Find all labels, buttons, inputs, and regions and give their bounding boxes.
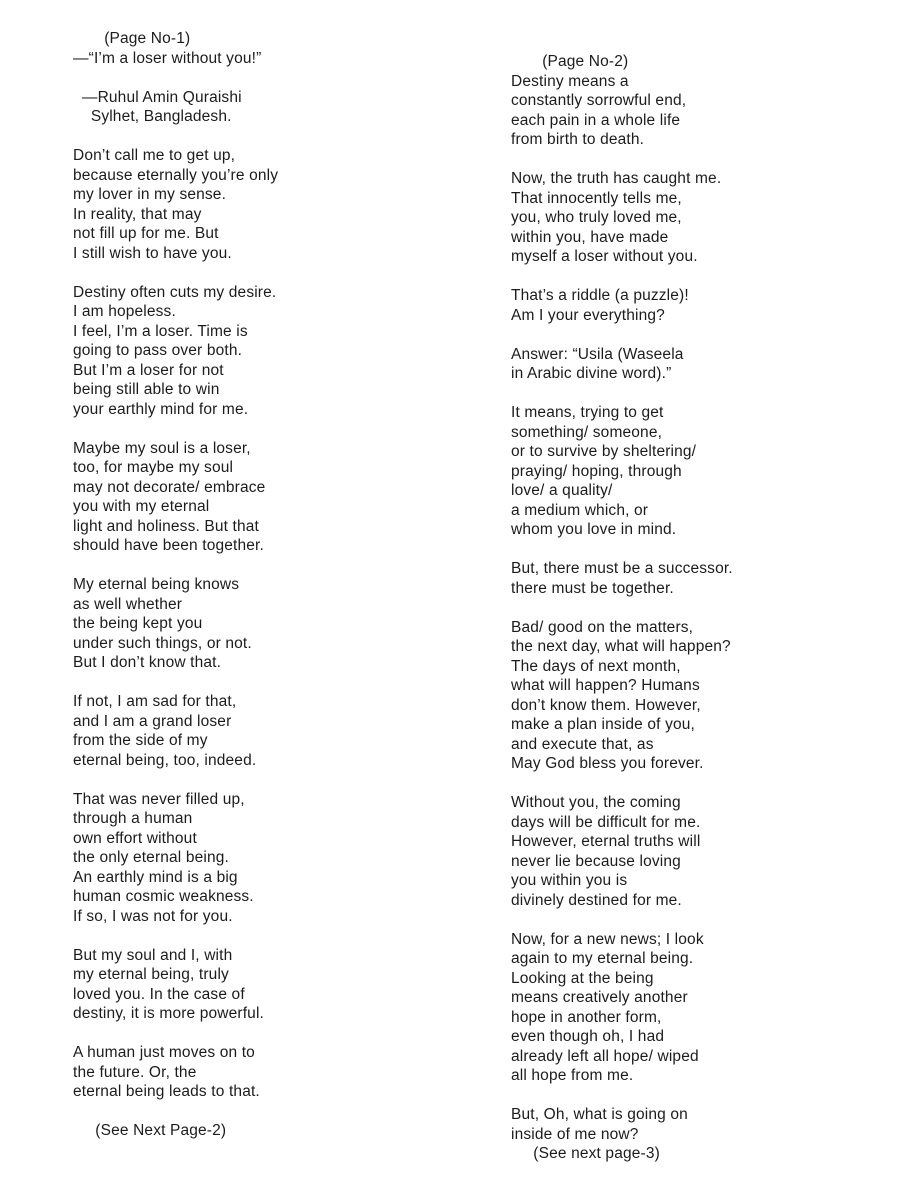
text-line: should have been together. bbox=[73, 537, 264, 554]
text-line: (See Next Page-2) bbox=[73, 1122, 227, 1139]
text-line: But I don’t know that. bbox=[73, 654, 222, 671]
stanza bbox=[73, 946, 278, 1024]
stanza-gap bbox=[73, 127, 278, 147]
stanza bbox=[511, 345, 733, 384]
stanza bbox=[511, 930, 733, 1086]
text-line: Destiny often cuts my desire. bbox=[73, 283, 277, 301]
stanza-gap bbox=[73, 770, 278, 790]
text-line: under such things, or not. bbox=[73, 634, 252, 652]
stanza-gap bbox=[511, 150, 733, 170]
stanza bbox=[511, 286, 733, 325]
stanza-gap bbox=[73, 673, 278, 693]
text-line: Answer: “Usila (Waseela bbox=[511, 345, 684, 363]
text-line: Don’t call me to get up, bbox=[73, 147, 236, 164]
page-2-column bbox=[511, 52, 733, 1164]
text-line: the next day, what will happen? bbox=[511, 638, 731, 655]
text-line: It means, trying to get bbox=[511, 404, 664, 421]
text-line: Maybe my soul is a loser, bbox=[73, 439, 251, 457]
text-line: Now, the truth has caught me. bbox=[511, 170, 722, 187]
stanza bbox=[73, 283, 278, 420]
text-line: hope in another form, bbox=[511, 1008, 662, 1026]
stanza bbox=[511, 52, 733, 150]
text-line: in Arabic divine word).” bbox=[511, 365, 672, 382]
text-line: you, who truly loved me, bbox=[511, 209, 682, 226]
text-line: and I am a grand loser bbox=[73, 712, 232, 730]
text-line: already left all hope/ wiped bbox=[511, 1047, 699, 1065]
text-line: light and holiness. But that bbox=[73, 517, 260, 535]
text-line: a medium which, or bbox=[511, 501, 649, 519]
text-line: If not, I am sad for that, bbox=[73, 693, 237, 710]
text-line: there must be together. bbox=[511, 579, 674, 597]
text-line: own effort without bbox=[73, 829, 197, 847]
text-line: days will be difficult for me. bbox=[511, 813, 701, 831]
text-line: I am hopeless. bbox=[73, 303, 176, 320]
stanza bbox=[511, 169, 733, 267]
text-line: But my soul and I, with bbox=[73, 946, 233, 964]
stanza-gap bbox=[73, 926, 278, 946]
stanza bbox=[511, 403, 733, 540]
stanza bbox=[73, 575, 278, 673]
text-line: going to pass over both. bbox=[73, 342, 243, 359]
stanza-gap bbox=[511, 1086, 733, 1106]
stanza bbox=[73, 29, 278, 68]
text-line: what will happen? Humans bbox=[511, 677, 700, 694]
text-line: because eternally you’re only bbox=[73, 166, 279, 184]
text-line: something/ someone, bbox=[511, 423, 663, 441]
text-line: within you, have made bbox=[511, 228, 669, 246]
stanza-gap bbox=[73, 1102, 278, 1122]
text-line: loved you. In the case of bbox=[73, 985, 245, 1003]
text-line: divinely destined for me. bbox=[511, 891, 682, 909]
stanza bbox=[511, 559, 733, 598]
text-line: That innocently tells me, bbox=[511, 189, 682, 207]
text-line: Now, for a new news; I look bbox=[511, 930, 704, 948]
stanza bbox=[511, 1105, 733, 1164]
text-line: the future. Or, the bbox=[73, 1063, 197, 1081]
text-line: May God bless you forever. bbox=[511, 755, 704, 772]
stanza-gap bbox=[511, 384, 733, 404]
text-line: I still wish to have you. bbox=[73, 244, 232, 262]
text-line: eternal being leads to that. bbox=[73, 1083, 260, 1100]
stanza bbox=[73, 88, 278, 127]
text-line: being still able to win bbox=[73, 381, 220, 398]
text-line: Am I your everything? bbox=[511, 306, 665, 324]
text-line: If so, I was not for you. bbox=[73, 907, 233, 925]
text-line: the only eternal being. bbox=[73, 849, 229, 866]
stanza bbox=[73, 439, 278, 556]
text-line: even though oh, I had bbox=[511, 1028, 665, 1045]
stanza bbox=[73, 1043, 278, 1102]
text-line: eternal being, too, indeed. bbox=[73, 751, 257, 769]
stanza-gap bbox=[73, 1024, 278, 1044]
stanza-gap bbox=[511, 267, 733, 287]
text-line: from birth to death. bbox=[511, 131, 645, 148]
text-line: However, eternal truths will bbox=[511, 833, 701, 850]
text-line: your earthly mind for me. bbox=[73, 400, 249, 418]
stanza-gap bbox=[511, 598, 733, 618]
text-line: my lover in my sense. bbox=[73, 186, 227, 203]
stanza bbox=[511, 618, 733, 774]
text-line: make a plan inside of you, bbox=[511, 716, 695, 733]
stanza-gap bbox=[511, 774, 733, 794]
stanza-gap bbox=[73, 263, 278, 283]
text-line: constantly sorrowful end, bbox=[511, 92, 687, 109]
text-line: again to my eternal being. bbox=[511, 950, 694, 967]
text-line: (See next page-3) bbox=[511, 1145, 660, 1162]
text-line: An earthly mind is a big bbox=[73, 868, 238, 886]
text-line: But, Oh, what is going on bbox=[511, 1106, 688, 1123]
text-line: too, for maybe my soul bbox=[73, 459, 234, 476]
text-line: don’t know them. However, bbox=[511, 696, 701, 714]
text-line: my eternal being, truly bbox=[73, 966, 229, 983]
text-line: In reality, that may bbox=[73, 205, 202, 223]
text-line: (Page No-2) bbox=[511, 53, 629, 70]
text-line: or to survive by sheltering/ bbox=[511, 443, 697, 460]
text-line: whom you love in mind. bbox=[511, 521, 677, 538]
stanza-gap bbox=[511, 910, 733, 930]
text-line: —Ruhul Amin Quraishi bbox=[73, 88, 242, 106]
text-line: My eternal being knows bbox=[73, 576, 240, 593]
text-line: inside of me now? bbox=[511, 1125, 639, 1143]
stanza-gap bbox=[73, 419, 278, 439]
text-line: from the side of my bbox=[73, 732, 208, 749]
text-line: all hope from me. bbox=[511, 1067, 634, 1084]
stanza bbox=[73, 790, 278, 927]
text-line: I feel, I’m a loser. Time is bbox=[73, 322, 248, 340]
text-line: means creatively another bbox=[511, 989, 688, 1006]
text-line: The days of next month, bbox=[511, 657, 681, 675]
text-line: That was never filled up, bbox=[73, 790, 245, 808]
page-1-column bbox=[73, 29, 278, 1141]
stanza bbox=[73, 1121, 278, 1141]
text-line: human cosmic weakness. bbox=[73, 888, 254, 905]
text-line: —“I’m a loser without you!” bbox=[73, 49, 262, 67]
text-line: (Page No-1) bbox=[73, 30, 191, 47]
text-line: may not decorate/ embrace bbox=[73, 478, 266, 496]
text-line: you within you is bbox=[511, 872, 628, 889]
text-line: the being kept you bbox=[73, 615, 203, 632]
stanza bbox=[73, 692, 278, 770]
text-line: through a human bbox=[73, 810, 193, 827]
text-line: Sylhet, Bangladesh. bbox=[73, 108, 232, 125]
text-line: Without you, the coming bbox=[511, 794, 681, 811]
text-line: as well whether bbox=[73, 595, 183, 613]
text-line: praying/ hoping, through bbox=[511, 462, 682, 480]
stanza-gap bbox=[73, 556, 278, 576]
stanza bbox=[511, 793, 733, 910]
text-line: destiny, it is more powerful. bbox=[73, 1005, 264, 1022]
text-line: A human just moves on to bbox=[73, 1044, 255, 1061]
text-line: But I’m a loser for not bbox=[73, 361, 224, 379]
text-line: love/ a quality/ bbox=[511, 482, 613, 499]
text-line: each pain in a whole life bbox=[511, 111, 681, 129]
text-line: Looking at the being bbox=[511, 969, 654, 987]
stanza-gap bbox=[511, 325, 733, 345]
text-line: That’s a riddle (a puzzle)! bbox=[511, 287, 689, 304]
stanza bbox=[73, 146, 278, 263]
text-line: not fill up for me. But bbox=[73, 225, 219, 242]
text-line: you with my eternal bbox=[73, 498, 210, 515]
text-line: Destiny means a bbox=[511, 72, 629, 90]
text-line: Bad/ good on the matters, bbox=[511, 618, 694, 636]
stanza-gap bbox=[73, 68, 278, 88]
text-line: But, there must be a successor. bbox=[511, 560, 733, 577]
stanza-gap bbox=[511, 540, 733, 560]
text-line: never lie because loving bbox=[511, 852, 681, 870]
text-line: and execute that, as bbox=[511, 735, 654, 753]
text-line: myself a loser without you. bbox=[511, 248, 698, 265]
